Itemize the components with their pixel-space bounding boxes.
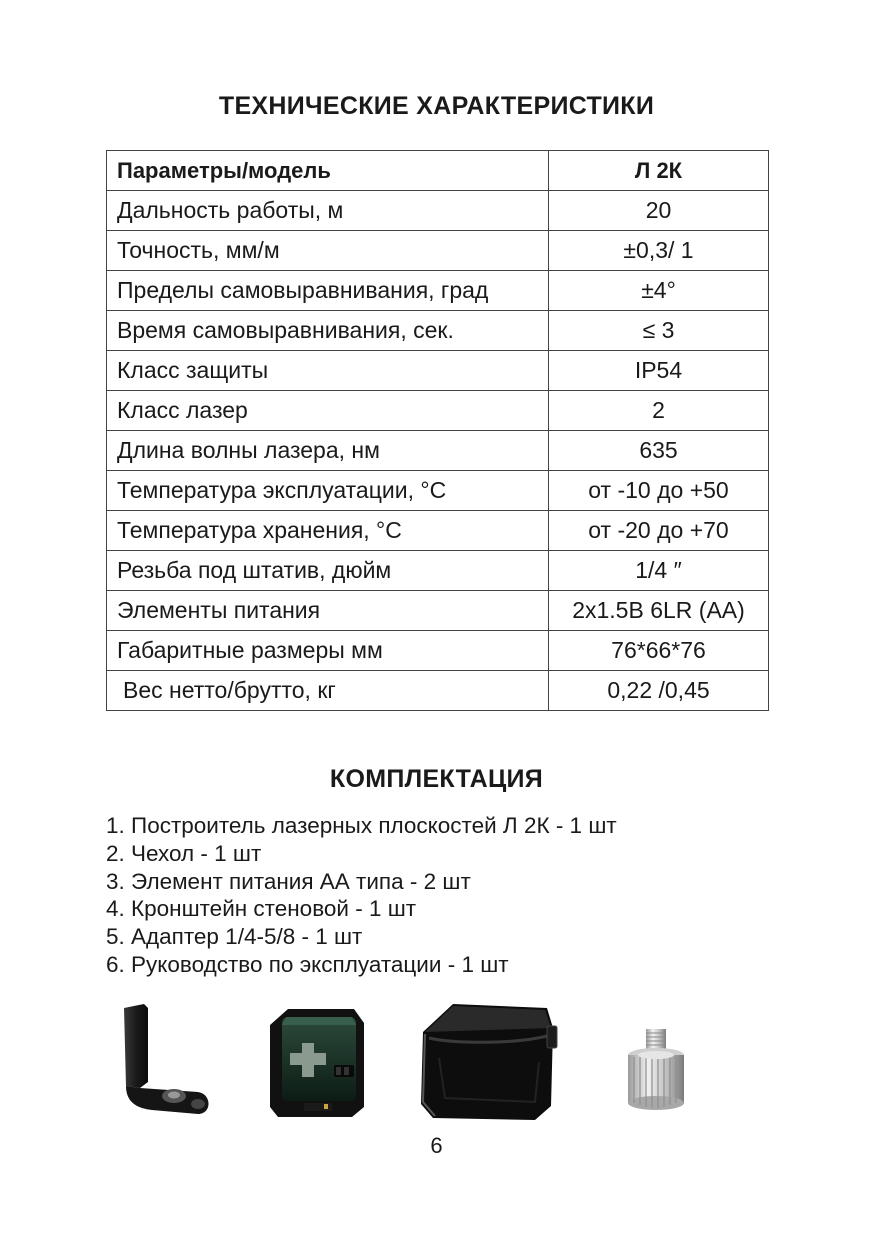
list-item: 2. Чехол - 1 шт [106, 840, 262, 866]
table-row [107, 551, 769, 591]
table-row [107, 391, 769, 431]
list-item: 6. Руководство по эксплуатации - 1 шт [106, 951, 509, 977]
value-cell: от -10 до +50 [549, 471, 769, 511]
thread-adapter-photo [620, 1027, 692, 1111]
table-header-row [107, 151, 769, 191]
param-cell: Дальность работы, м [107, 191, 549, 231]
param-cell: Температура эксплуатации, °С [107, 471, 549, 511]
list-item: 3. Элемент питания АА типа - 2 шт [106, 868, 471, 894]
value-cell: ±0,3/ 1 [549, 231, 769, 271]
value-cell: 2 [549, 391, 769, 431]
param-cell: Длина волны лазера, нм [107, 431, 549, 471]
param-cell: Габаритные размеры мм [107, 631, 549, 671]
table-row [107, 311, 769, 351]
table-row [107, 631, 769, 671]
table-row [107, 351, 769, 391]
table-row [107, 191, 769, 231]
value-cell: 2х1.5В 6LR (АА) [549, 591, 769, 631]
spec-table [106, 150, 769, 711]
param-cell: Точность, мм/м [107, 231, 549, 271]
value-cell: 76*66*76 [549, 631, 769, 671]
param-cell: Элементы питания [107, 591, 549, 631]
table-row [107, 591, 769, 631]
value-cell: 635 [549, 431, 769, 471]
kit-title: КОМПЛЕКТАЦИЯ [329, 765, 544, 793]
spec-title: ТЕХНИЧЕСКИЕ ХАРАКТЕРИСТИКИ [218, 92, 655, 120]
param-cell: Вес нетто/брутто, кг [107, 671, 549, 711]
value-cell: IP54 [549, 351, 769, 391]
list-item: 4. Кронштейн стеновой - 1 шт [106, 896, 417, 922]
value-cell: ±4° [549, 271, 769, 311]
table-row [107, 231, 769, 271]
carry-case-photo [415, 998, 560, 1126]
kit-list [106, 812, 617, 979]
param-cell: Класс лазер [107, 391, 549, 431]
value-cell: ≤ 3 [549, 311, 769, 351]
param-cell: Температура хранения, °С [107, 511, 549, 551]
param-cell: Резьба под штатив, дюйм [107, 551, 549, 591]
table-row [107, 671, 769, 711]
value-cell: 1/4 ″ [549, 551, 769, 591]
page-number: 6 [430, 1133, 443, 1158]
table-row [107, 511, 769, 551]
list-item: 1. Построитель лазерных плоскостей Л 2К - 1 шт [106, 813, 617, 838]
table-row [107, 431, 769, 471]
table-row [107, 471, 769, 511]
param-header-cell: Параметры/модель [107, 151, 549, 191]
list-item: 5. Адаптер 1/4-5/8 - 1 шт [106, 924, 363, 950]
param-cell: Время самовыравнивания, сек. [107, 311, 549, 351]
param-cell: Класс защиты [107, 351, 549, 391]
value-header-cell: Л 2К [549, 151, 769, 191]
value-cell: от -20 до +70 [549, 511, 769, 551]
value-cell: 20 [549, 191, 769, 231]
table-row [107, 271, 769, 311]
laser-level-photo [264, 1003, 372, 1121]
value-cell: 0,22 /0,45 [549, 671, 769, 711]
param-cell: Пределы самовыравнивания, град [107, 271, 549, 311]
wall-bracket-photo [112, 1000, 216, 1118]
